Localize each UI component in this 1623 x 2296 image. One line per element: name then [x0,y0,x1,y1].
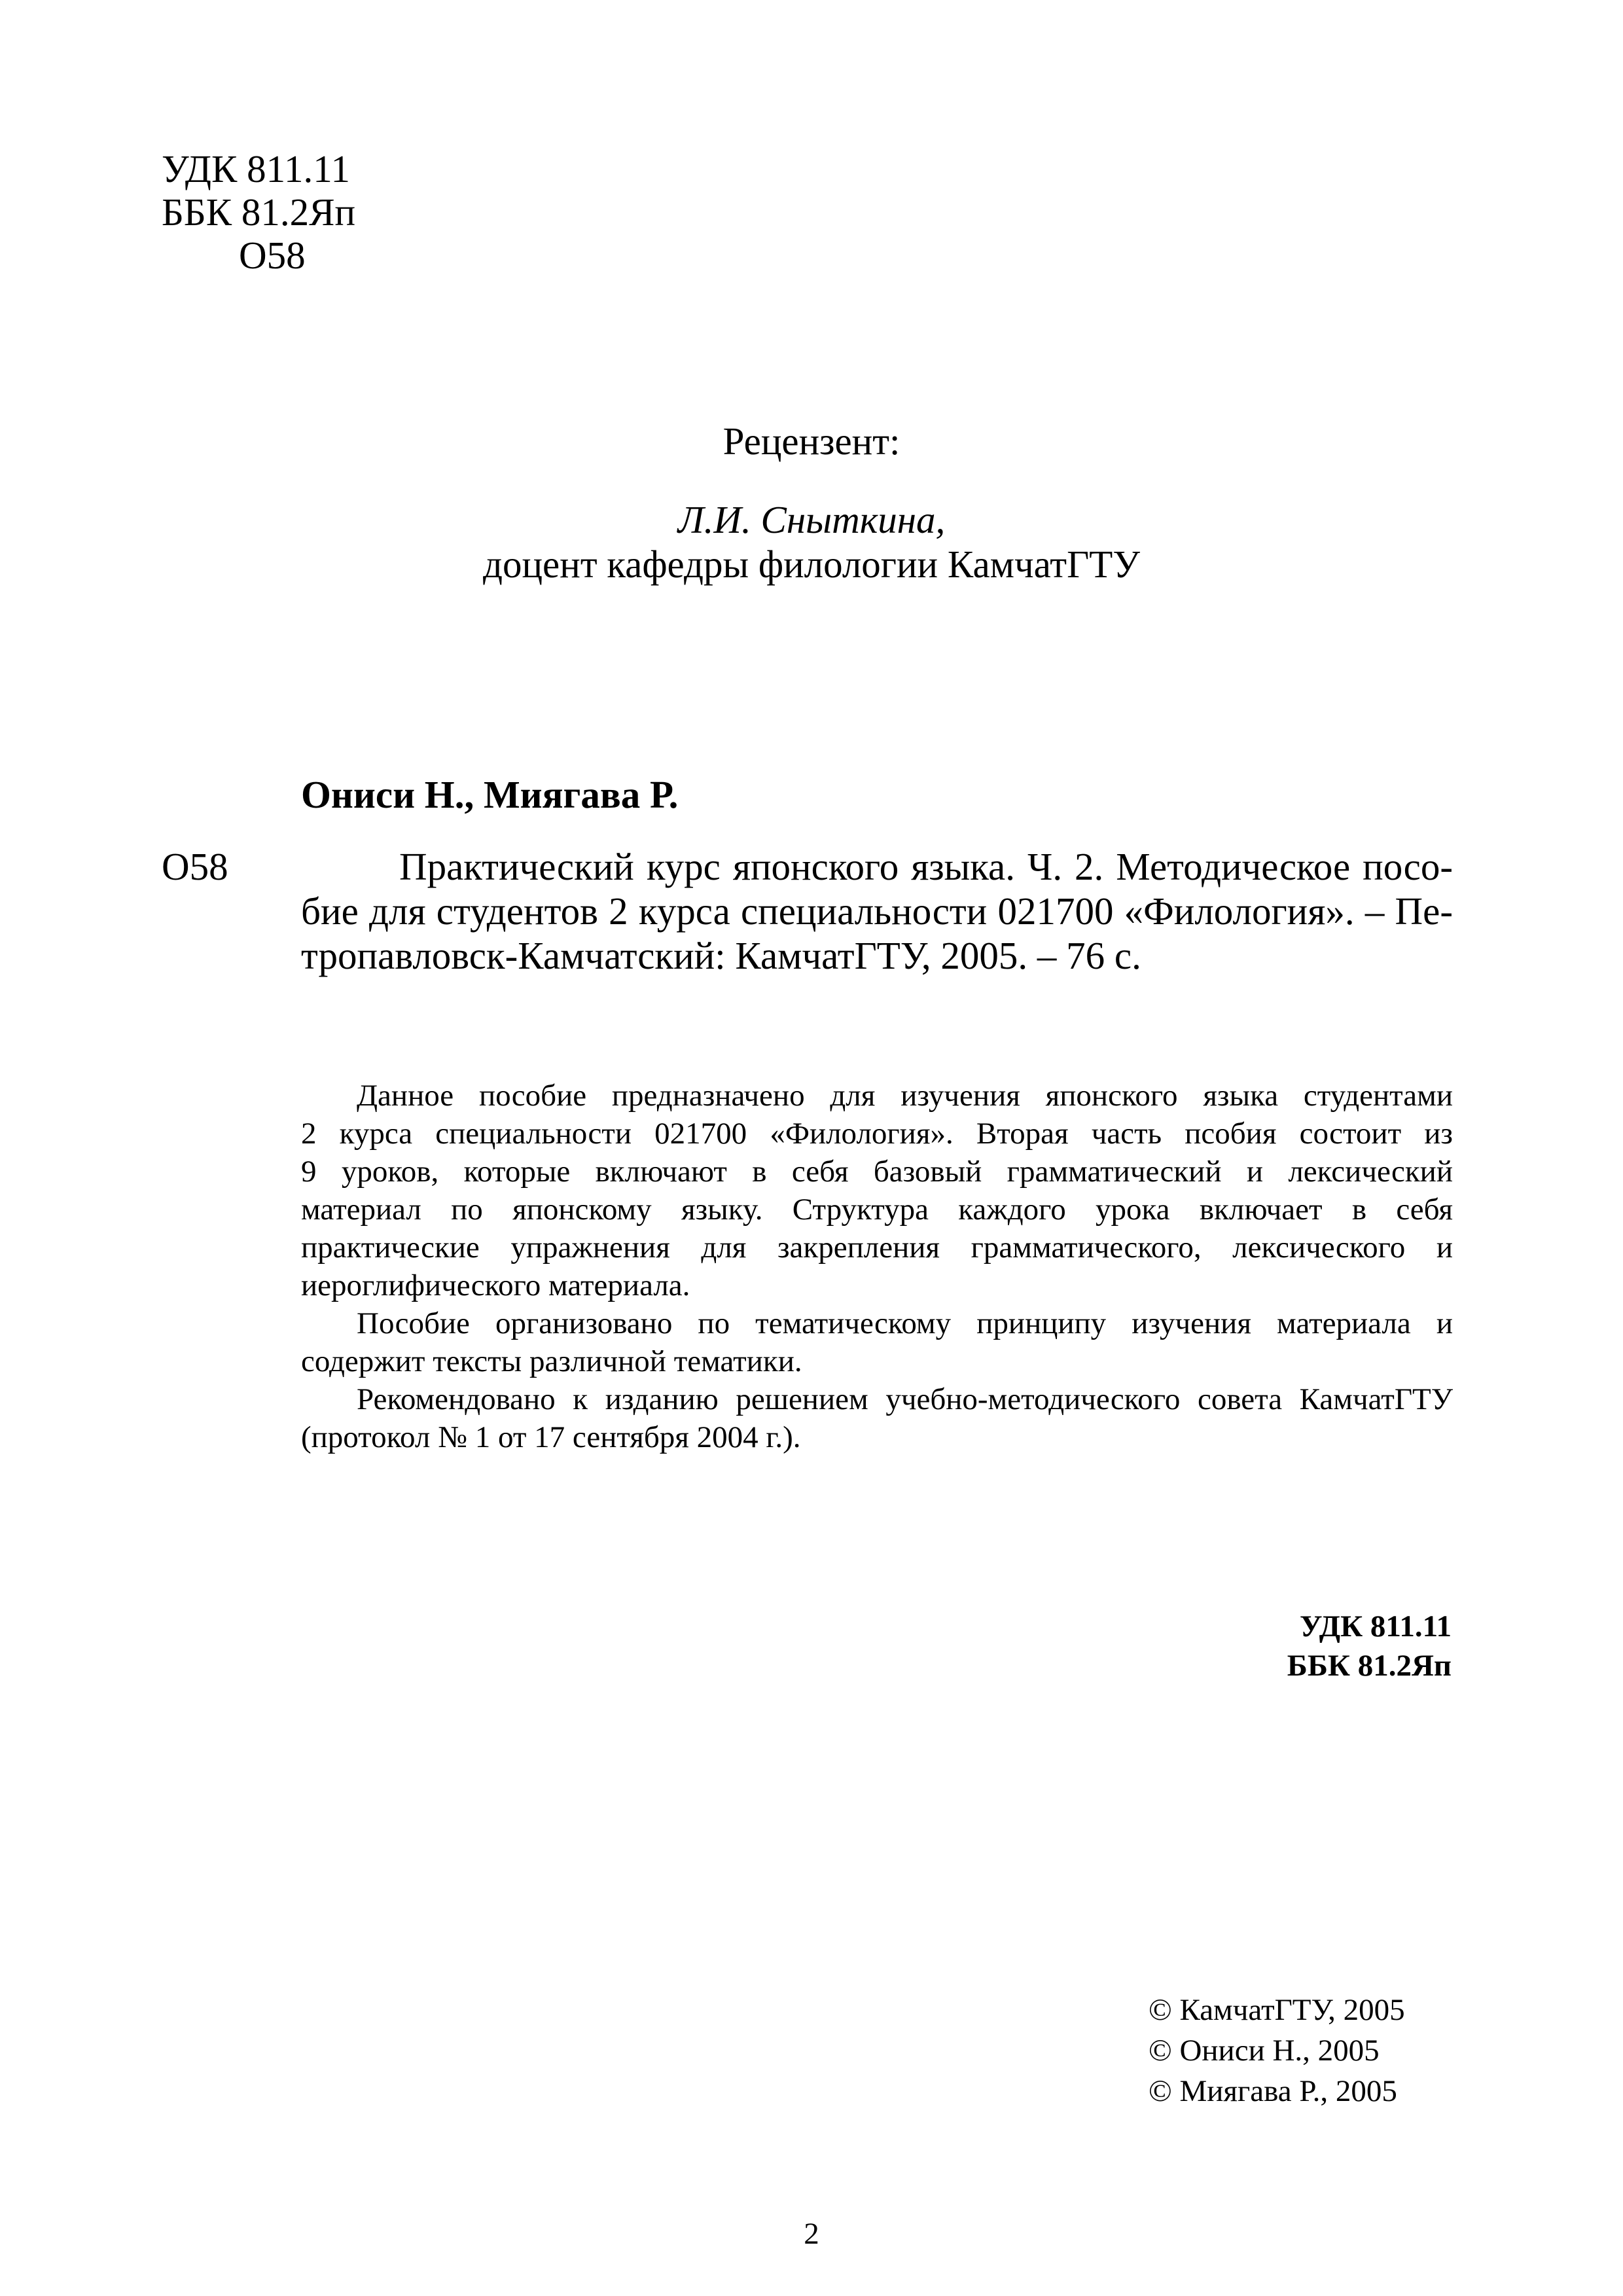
author-sign: О58 [239,234,306,277]
authors: Ониси Н., Миягава Р. [301,773,679,816]
annotation-line: 9 уроков, которые включают в себя базовый грамматический и лексический [301,1155,1453,1189]
annotation [301,1077,1453,1456]
bibliographic-line: тропавловск-Камчатский: КамчатГТУ, 2005. – 76 с. [301,934,1141,977]
page-number: 2 [804,2217,819,2251]
bibliographic-line: Практический курс японского языка. Ч. 2. Методическое посо- [399,845,1453,888]
annotation-line: Пособие организовано по тематическому принципу изучения материала и [357,1306,1453,1340]
annotation-line: материал по японскому языку. Структура каждого урока включает в себя [301,1193,1453,1227]
bbk-code: ББК 81.2Яп [162,190,356,234]
bbk-code-bottom: ББК 81.2Яп [1287,1649,1452,1683]
reviewer-position: доцент кафедры филологии КамчатГТУ [482,543,1141,586]
annotation-line: (протокол № 1 от 17 сентября 2004 г.). [301,1420,801,1454]
reviewer-heading: Рецензент: [722,420,901,463]
copyright-notices [1149,1990,1405,2111]
annotation-line: 2 курса специальности 021700 «Филология». Вторая часть псобия состоит из [301,1117,1453,1151]
udk-code-bottom: УДК 811.11 [1300,1609,1452,1643]
annotation-line: иероглифического материала. [301,1268,690,1302]
reviewer-info [0,497,1623,586]
copyright-line: © КамчатГТУ, 2005 [1149,1993,1405,2027]
copyright-line: © Миягава Р., 2005 [1149,2074,1397,2108]
bibliographic-cipher: О58 [162,845,228,888]
classification-codes-top [162,147,355,277]
annotation-line: Рекомендовано к изданию решением учебно-методического совета КамчатГТУ [357,1382,1453,1416]
annotation-line: практические упражнения для закрепления грамматического, лексического и [301,1230,1453,1265]
annotation-line: Данное пособие предназначено для изучения японского языка студентами [357,1079,1453,1113]
udk-code: УДК 811.11 [162,147,351,190]
reviewer-name: Л.И. Сныткина, [677,498,946,541]
copyright-line: © Ониси Н., 2005 [1149,2034,1380,2068]
bibliographic-record [301,844,1453,978]
annotation-line: содержит тексты различной тематики. [301,1344,802,1378]
classification-codes-bottom [1287,1607,1452,1685]
bibliographic-line: бие для студентов 2 курса специальности 021700 «Филология». – Пе- [301,889,1453,933]
